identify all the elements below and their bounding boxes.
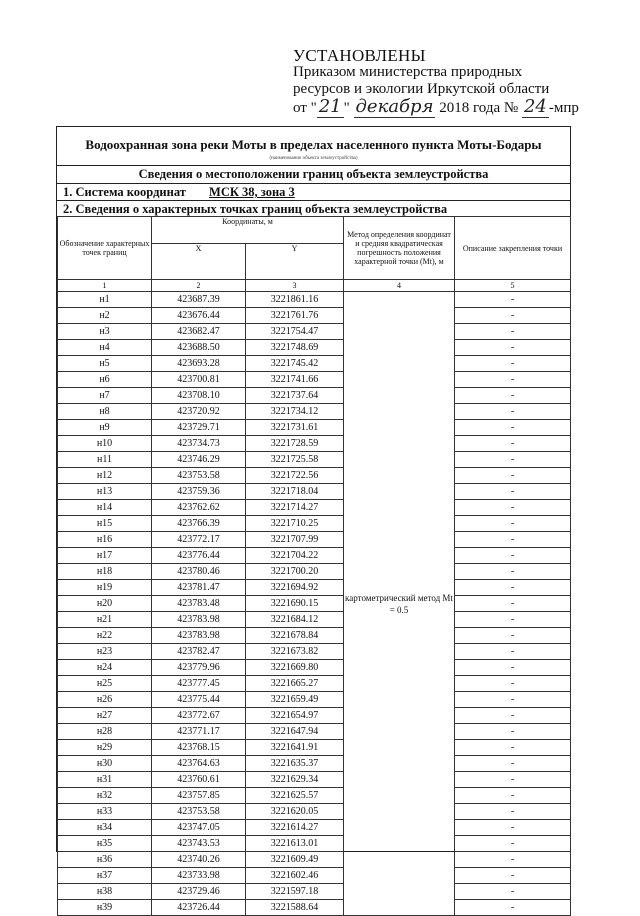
table-row	[58, 580, 571, 596]
table-row	[58, 548, 571, 564]
point-id: н30	[58, 756, 152, 772]
point-y: 3221694.92	[246, 580, 344, 596]
point-x: 423779.96	[152, 660, 246, 676]
point-x: 423760.61	[152, 772, 246, 788]
table-row	[58, 660, 571, 676]
point-id: н12	[58, 468, 152, 484]
fixing-dash: -	[455, 676, 571, 692]
table-row	[58, 420, 571, 436]
table-row	[58, 564, 571, 580]
approval-number: 24	[523, 96, 547, 117]
table-row	[58, 804, 571, 820]
point-y: 3221635.37	[246, 756, 344, 772]
point-y: 3221659.49	[246, 692, 344, 708]
point-id: н23	[58, 644, 152, 660]
point-y: 3221673.82	[246, 644, 344, 660]
point-y: 3221678.84	[246, 628, 344, 644]
approval-month: декабря	[355, 96, 434, 117]
section-header: Сведения о местоположении границ объекта землеустройства	[57, 165, 570, 183]
table-row	[58, 308, 571, 324]
column-number: 4	[344, 280, 455, 292]
point-id: н10	[58, 436, 152, 452]
point-y: 3221700.20	[246, 564, 344, 580]
point-y: 3221761.76	[246, 308, 344, 324]
fixing-dash: -	[455, 708, 571, 724]
approval-suffix: -мпр	[548, 100, 579, 116]
header-y: Y	[246, 244, 344, 280]
point-x: 423759.36	[152, 484, 246, 500]
point-x: 423772.17	[152, 532, 246, 548]
point-id: н5	[58, 356, 152, 372]
point-x: 423783.48	[152, 596, 246, 612]
table-row	[58, 884, 571, 900]
point-x: 423782.47	[152, 644, 246, 660]
table-row	[58, 836, 571, 852]
document-title: Водоохранная зона реки Моты в пределах населенного пункта Моты-Бодары	[85, 137, 542, 152]
point-id: н28	[58, 724, 152, 740]
table-row	[58, 484, 571, 500]
approval-line-1: Приказом министерства природных	[293, 64, 523, 80]
point-id: н1	[58, 292, 152, 308]
point-id: н14	[58, 500, 152, 516]
table-row	[58, 596, 571, 612]
fixing-dash: -	[455, 900, 571, 916]
fixing-dash: -	[455, 452, 571, 468]
table-row	[58, 820, 571, 836]
points-header: 2. Сведения о характерных точках границ объекта землеустройства	[57, 200, 570, 216]
fixing-dash: -	[455, 580, 571, 596]
point-x: 423729.71	[152, 420, 246, 436]
point-x: 423783.98	[152, 612, 246, 628]
point-x: 423682.47	[152, 324, 246, 340]
approval-day: 21	[318, 96, 342, 117]
approval-quote-close: "	[343, 100, 350, 116]
point-id: н36	[58, 852, 152, 868]
column-number: 2	[152, 280, 246, 292]
point-y: 3221690.15	[246, 596, 344, 612]
point-y: 3221625.57	[246, 788, 344, 804]
header-method: Метод определения координат и средняя квадратическая погрешность положения характерной точки (Mt), м	[344, 217, 455, 280]
fixing-dash: -	[455, 836, 571, 852]
point-x: 423734.73	[152, 436, 246, 452]
fixing-dash: -	[455, 692, 571, 708]
point-y: 3221722.56	[246, 468, 344, 484]
table-row	[58, 868, 571, 884]
point-y: 3221741.66	[246, 372, 344, 388]
point-id: н3	[58, 324, 152, 340]
fixing-dash: -	[455, 596, 571, 612]
fixing-dash: -	[455, 628, 571, 644]
point-id: н33	[58, 804, 152, 820]
point-y: 3221704.22	[246, 548, 344, 564]
point-id: н25	[58, 676, 152, 692]
table-row	[58, 452, 571, 468]
point-id: н4	[58, 340, 152, 356]
fixing-dash: -	[455, 340, 571, 356]
table-row	[58, 676, 571, 692]
fixing-dash: -	[455, 852, 571, 868]
point-x: 423688.50	[152, 340, 246, 356]
point-y: 3221684.12	[246, 612, 344, 628]
fixing-dash: -	[455, 324, 571, 340]
approval-from-label: от "	[293, 100, 317, 116]
fixing-dash: -	[455, 564, 571, 580]
table-row	[58, 532, 571, 548]
fixing-dash: -	[455, 436, 571, 452]
point-x: 423720.92	[152, 404, 246, 420]
point-id: н18	[58, 564, 152, 580]
point-y: 3221597.18	[246, 884, 344, 900]
point-y: 3221620.05	[246, 804, 344, 820]
point-y: 3221669.80	[246, 660, 344, 676]
fixing-dash: -	[455, 740, 571, 756]
point-y: 3221665.27	[246, 676, 344, 692]
point-y: 3221614.27	[246, 820, 344, 836]
point-id: н37	[58, 868, 152, 884]
fixing-dash: -	[455, 868, 571, 884]
point-x: 423676.44	[152, 308, 246, 324]
fixing-dash: -	[455, 420, 571, 436]
point-x: 423700.81	[152, 372, 246, 388]
fixing-dash: -	[455, 404, 571, 420]
approval-year: 2018 года №	[439, 100, 519, 116]
point-y: 3221725.58	[246, 452, 344, 468]
fixing-dash: -	[455, 660, 571, 676]
table-row	[58, 468, 571, 484]
point-y: 3221754.47	[246, 324, 344, 340]
point-y: 3221613.01	[246, 836, 344, 852]
point-x: 423729.46	[152, 884, 246, 900]
table-row	[58, 292, 571, 308]
point-x: 423766.39	[152, 516, 246, 532]
fixing-dash: -	[455, 484, 571, 500]
approval-line-2: ресурсов и экологии Иркутской области	[293, 81, 550, 97]
point-y: 3221641.91	[246, 740, 344, 756]
point-id: н29	[58, 740, 152, 756]
fixing-dash: -	[455, 356, 571, 372]
point-id: н34	[58, 820, 152, 836]
point-x: 423776.44	[152, 548, 246, 564]
point-id: н6	[58, 372, 152, 388]
fixing-dash: -	[455, 644, 571, 660]
point-y: 3221714.27	[246, 500, 344, 516]
point-id: н21	[58, 612, 152, 628]
header-x: X	[152, 244, 246, 280]
table-row	[58, 644, 571, 660]
point-id: н7	[58, 388, 152, 404]
method-cell: картометрический метод Mt = 0.5	[344, 292, 455, 916]
approval-block	[293, 47, 613, 117]
table-row	[58, 612, 571, 628]
point-x: 423781.47	[152, 580, 246, 596]
fixing-dash: -	[455, 532, 571, 548]
table-row	[58, 772, 571, 788]
point-y: 3221609.49	[246, 852, 344, 868]
point-y: 3221710.25	[246, 516, 344, 532]
table-row	[58, 740, 571, 756]
point-x: 423771.17	[152, 724, 246, 740]
point-y: 3221731.61	[246, 420, 344, 436]
point-id: н35	[58, 836, 152, 852]
point-y: 3221588.64	[246, 900, 344, 916]
table-row	[58, 356, 571, 372]
point-x: 423687.39	[152, 292, 246, 308]
point-y: 3221748.69	[246, 340, 344, 356]
coord-system-row	[57, 183, 570, 199]
coord-system-value: МСК 38, зона 3	[209, 185, 295, 199]
point-x: 423746.29	[152, 452, 246, 468]
point-x: 423775.44	[152, 692, 246, 708]
point-x: 423726.44	[152, 900, 246, 916]
table-row	[58, 324, 571, 340]
table-row	[58, 852, 571, 868]
approval-title: УСТАНОВЛЕНЫ	[293, 46, 426, 65]
header-designation: Обозначение характерных точек границ	[58, 217, 152, 280]
point-id: н22	[58, 628, 152, 644]
point-x: 423740.26	[152, 852, 246, 868]
fixing-dash: -	[455, 884, 571, 900]
point-x: 423693.28	[152, 356, 246, 372]
table-row	[58, 900, 571, 916]
point-x: 423753.58	[152, 804, 246, 820]
point-id: н26	[58, 692, 152, 708]
table-row	[58, 372, 571, 388]
point-id: н15	[58, 516, 152, 532]
point-y: 3221737.64	[246, 388, 344, 404]
point-y: 3221707.99	[246, 532, 344, 548]
point-id: н31	[58, 772, 152, 788]
point-id: н27	[58, 708, 152, 724]
fixing-dash: -	[455, 308, 571, 324]
table-row	[58, 724, 571, 740]
document-frame	[56, 126, 571, 913]
fixing-dash: -	[455, 548, 571, 564]
table-row	[58, 516, 571, 532]
fixing-dash: -	[455, 788, 571, 804]
point-id: н39	[58, 900, 152, 916]
column-number: 5	[455, 280, 571, 292]
table-row	[58, 708, 571, 724]
table-row	[58, 692, 571, 708]
point-y: 3221629.34	[246, 772, 344, 788]
point-id: н11	[58, 452, 152, 468]
fixing-dash: -	[455, 500, 571, 516]
point-x: 423777.45	[152, 676, 246, 692]
point-x: 423762.62	[152, 500, 246, 516]
fixing-dash: -	[455, 372, 571, 388]
point-y: 3221654.97	[246, 708, 344, 724]
point-x: 423768.15	[152, 740, 246, 756]
header-fixing: Описание закрепления точки	[455, 217, 571, 280]
point-id: н20	[58, 596, 152, 612]
table-row	[58, 436, 571, 452]
point-y: 3221602.46	[246, 868, 344, 884]
point-id: н8	[58, 404, 152, 420]
table-row	[58, 756, 571, 772]
fixing-dash: -	[455, 468, 571, 484]
points-table	[57, 216, 571, 916]
table-row	[58, 340, 571, 356]
fixing-dash: -	[455, 772, 571, 788]
fixing-dash: -	[455, 724, 571, 740]
fixing-dash: -	[455, 388, 571, 404]
point-x: 423747.05	[152, 820, 246, 836]
table-row	[58, 628, 571, 644]
point-id: н2	[58, 308, 152, 324]
fixing-dash: -	[455, 804, 571, 820]
title-note: (наименование объекта землеустройства)	[269, 156, 358, 161]
point-x: 423764.63	[152, 756, 246, 772]
fixing-dash: -	[455, 612, 571, 628]
point-y: 3221861.16	[246, 292, 344, 308]
point-y: 3221647.94	[246, 724, 344, 740]
column-number: 3	[246, 280, 344, 292]
point-x: 423757.85	[152, 788, 246, 804]
point-id: н9	[58, 420, 152, 436]
point-x: 423780.46	[152, 564, 246, 580]
table-row	[58, 388, 571, 404]
table-row	[58, 500, 571, 516]
point-y: 3221734.12	[246, 404, 344, 420]
point-id: н13	[58, 484, 152, 500]
coord-system-label: 1. Система координат	[63, 185, 186, 199]
point-x: 423708.10	[152, 388, 246, 404]
fixing-dash: -	[455, 516, 571, 532]
approval-date-line	[293, 98, 613, 117]
column-number: 1	[58, 280, 152, 292]
point-id: н17	[58, 548, 152, 564]
point-id: н32	[58, 788, 152, 804]
point-id: н38	[58, 884, 152, 900]
point-y: 3221718.04	[246, 484, 344, 500]
fixing-dash: -	[455, 820, 571, 836]
fixing-dash: -	[455, 292, 571, 308]
point-id: н19	[58, 580, 152, 596]
point-y: 3221728.59	[246, 436, 344, 452]
point-x: 423783.98	[152, 628, 246, 644]
point-x: 423772.67	[152, 708, 246, 724]
header-coords: Координаты, м	[152, 217, 344, 244]
point-y: 3221745.42	[246, 356, 344, 372]
point-id: н24	[58, 660, 152, 676]
point-x: 423733.98	[152, 868, 246, 884]
point-x: 423743.53	[152, 836, 246, 852]
point-x: 423753.58	[152, 468, 246, 484]
table-row	[58, 788, 571, 804]
point-id: н16	[58, 532, 152, 548]
fixing-dash: -	[455, 756, 571, 772]
table-row	[58, 404, 571, 420]
